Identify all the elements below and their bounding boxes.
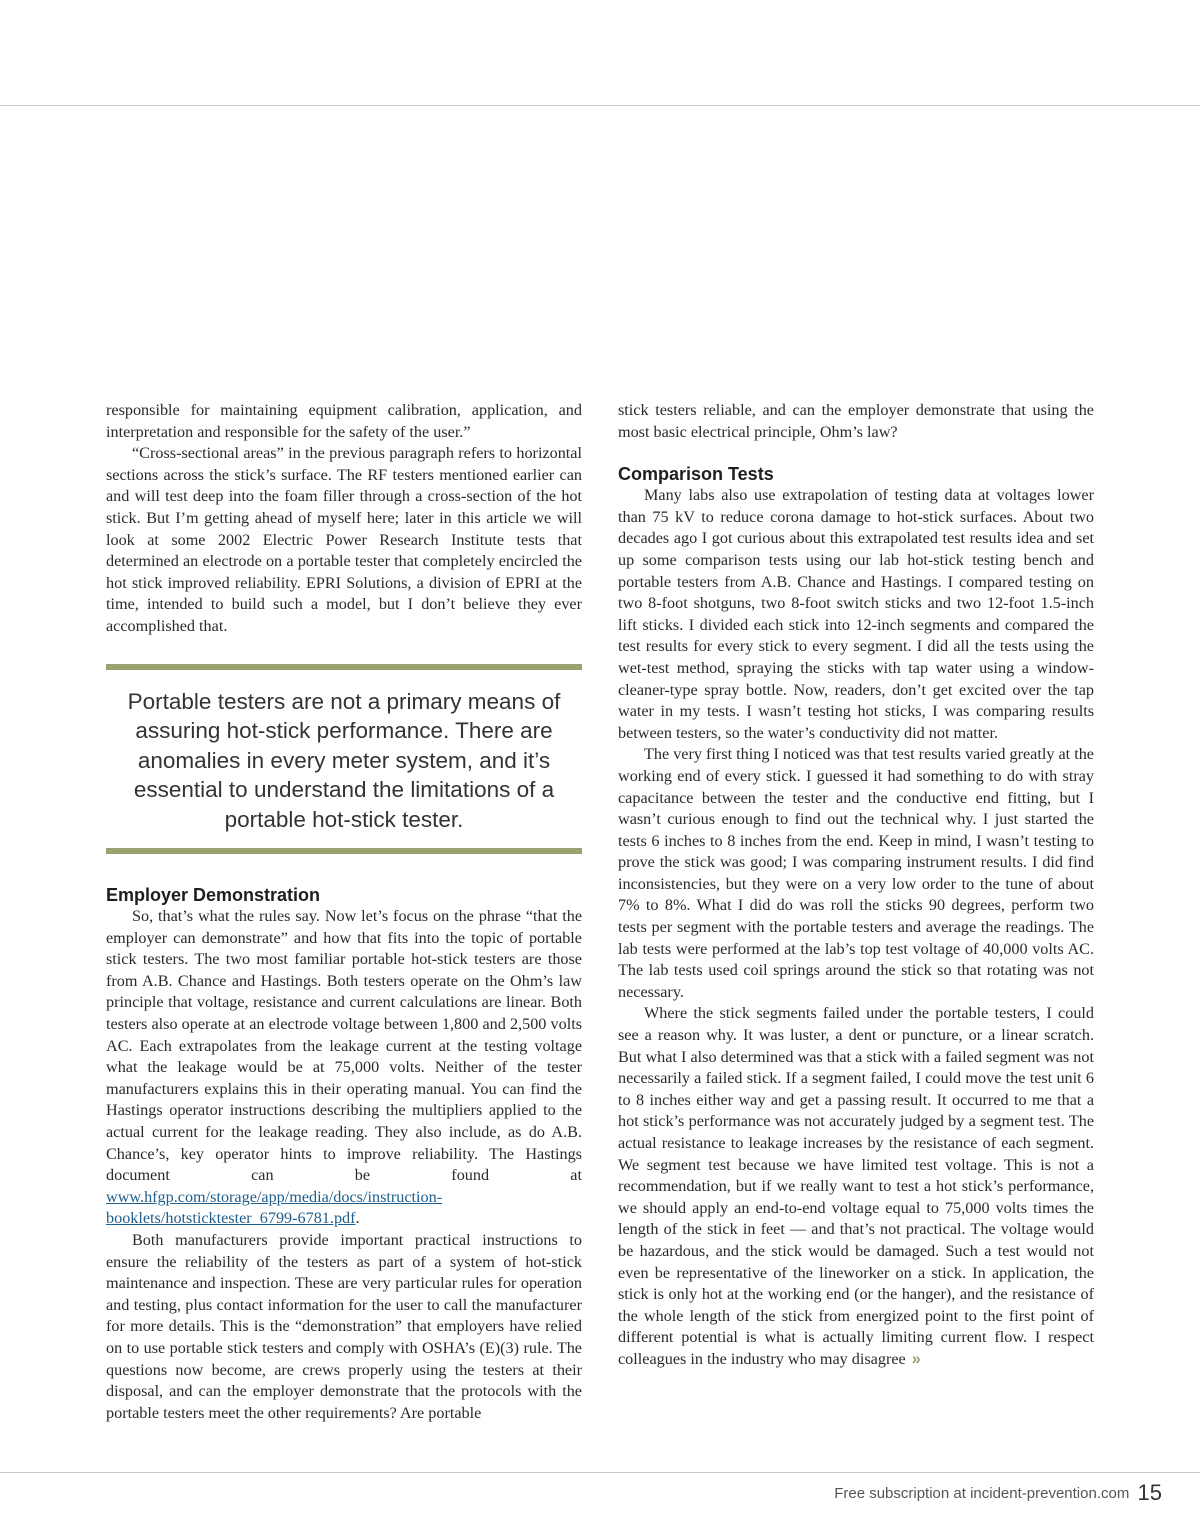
paragraph: Many labs also use extrapolation of testing data at voltages lower than 75 kV to reduce corona damage to hot-stick surfaces. About two decades ago I got curious about this extrapolated test results idea and set up some comparison tests using our lab hot-stick testing bench and portable testers from A.B. Chance and Hastings. I compared testing on two 8-foot shotguns, two 8-foot switch sticks and two 12-foot 1.5-inch lift sticks. I divided each stick into 12-inch segments and compared the test results for every stick to every segment. I did all the tests using the wet-test method, spraying the sticks with tap water using a window-cleaner-type spray bottle. Now, readers, don’t get excited over the tap water in my tests. I wasn’t testing hot sticks, I was comparing results between testers, so the water’s conductivity did not matter.: [618, 486, 1094, 742]
pull-quote: [106, 664, 582, 855]
paragraph: The very first thing I noticed was that test results varied greatly at the working end of every stick. I guessed it had something to do with stray capacitance between the tester and the conductive end fitting, but I wasn’t curious enough to find out the technical why. I just started the tests 6 inches to 8 inches from the end. Keep in mind, I wasn’t testing to prove the stick was good; I was comparing instrument results. I did find inconsistencies, but they were on a very low order to the tune of about 7% to 8%. What I did do was roll the sticks 90 degrees, perform two tests per segment with the portable testers and average the readings. The lab tests were performed at the lab’s top test voltage of 40,000 volts AC. The lab tests used coil springs around the stick so that rotating was not necessary.: [618, 745, 1094, 1001]
right-column: [618, 400, 1094, 1371]
pull-quote-bottom-bar: [106, 848, 582, 854]
hastings-document-link[interactable]: www.hfgp.com/storage/app/media/docs/instruction-booklets/hotsticktester_6799-6781.pdf: [106, 1187, 443, 1228]
chevron-double-right-icon: »: [911, 1349, 919, 1368]
section-heading: Comparison Tests: [618, 464, 774, 485]
paragraph-text: .: [355, 1209, 360, 1228]
paragraph-text: So, that’s what the rules say. Now let’s focus on the phrase “that the employer can demonstrate” and how that fits into the topic of portable stick testers. The two most familiar portable hot-stick testers are those from A.B. Chance and Hastings. Both testers operate on the Ohm’s law principle that voltage, resistance and current calculations are linear. Both testers also operate at an electrode voltage between 1,800 and 2,500 volts AC. Each extrapolates from the leakage current at the testing voltage what the leakage would be at 75,000 volts. Neither of the tester manufacturers explains this in their operating manual. You can find the Hastings operator instructions describing the multipliers applied to the actual current for the leakage reading. They also include, as do A.B. Chance’s, key operator hints to improve reliability. The Hastings document can be found at: [106, 907, 582, 1185]
left-column: [106, 400, 582, 1424]
section-heading: Employer Demonstration: [106, 885, 321, 906]
subscription-text: Free subscription at incident-prevention.com: [834, 1485, 1130, 1502]
header-rule: [0, 105, 1200, 106]
paragraph: [618, 1003, 1094, 1370]
paragraph-text: Where the stick segments failed under the portable testers, I could see a reason why. It was luster, a dent or puncture, or a linear scratch. But what I also determined was that a stick with a failed segment was not necessarily a failed stick. If a segment failed, I could move the test unit 6 to 8 inches either way and get a passing result. It occurred to me that a hot stick’s performance was not accurately judged by a segment test. The actual resistance to leakage increases by the resistance of each segment. We segment test because we have limited test voltage. This is not a recommendation, but if we really want to test a hot stick’s performance, we should apply an end-to-end voltage equal to 75,000 volts times the length of the stick in feet — and that’s not practical. The voltage would be hazardous, and the stick would be damaged. Such a test would not even be representative of the lineworker on a stick. In application, the stick is only hot at the working end (or the hanger), and the resistance of the whole length of the stick from energized point to the first point of different potential is what is actually limiting current flow. I respect colleagues in the industry who may disagree: [618, 1004, 1094, 1368]
paragraph: Both manufacturers provide important practical instructions to ensure the reliability of the testers as part of a system of hot-stick maintenance and inspection. These are very particular rules for operation and testing, plus contact information for the user to call the manufacturer for more details. This is the “demonstration” that employers have relied on to use portable stick testers and comply with OSHA’s (E)(3) rule. The questions now become, are crews properly using the testers at their disposal, and can the employer demonstrate that the protocols with the portable testers meet the other requirements? Are portable: [106, 1230, 582, 1422]
pull-quote-text: Portable testers are not a primary means of assuring hot-stick performance. There are anomalies in every meter system, and it’s essential to understand the limitations of a portable hot-stick tester.: [127, 688, 561, 832]
paragraph: “Cross-sectional areas” in the previous paragraph refers to horizontal sections across the stick’s surface. The RF testers mentioned earlier can and will test deep into the foam filler through a cross-section of the hot stick. But I’m getting ahead of myself here; later in this article we will look at some 2002 Electric Power Research Institute tests that determined an electrode on a portable tester that completely encircled the hot stick improved reliability. EPRI Solutions, a division of EPRI at the time, intended to build such a model, but I don’t believe they ever accomplished that.: [106, 444, 582, 635]
paragraph: stick testers reliable, and can the employer demonstrate that using the most basic electrical principle, Ohm’s law?: [618, 401, 1094, 441]
page-footer: [834, 1480, 1162, 1507]
paragraph: [106, 906, 582, 1230]
footer-rule: [0, 1472, 1200, 1473]
paragraph: responsible for maintaining equipment calibration, application, and interpretation and responsible for the safety of the user.”: [106, 401, 582, 441]
page-number: 15: [1137, 1480, 1162, 1505]
